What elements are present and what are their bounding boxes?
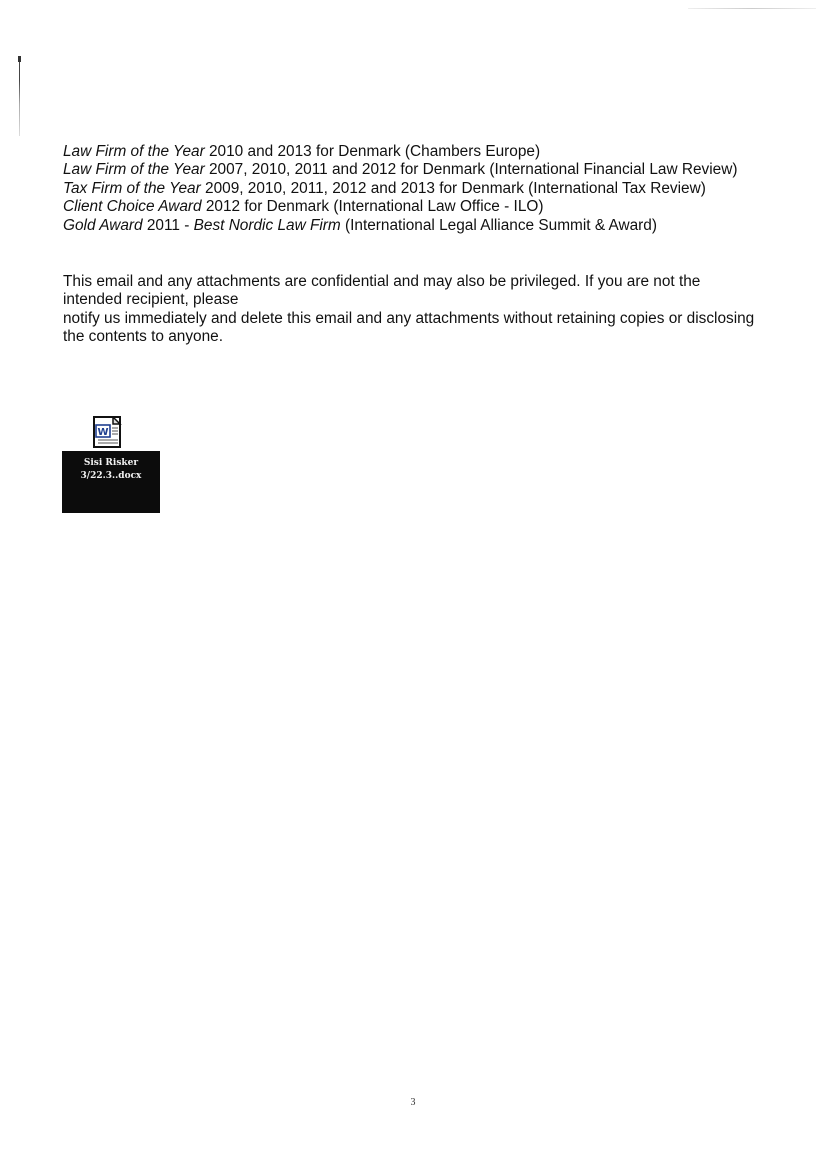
confidentiality-line-1: This email and any attachments are confidential and may also be privileged. If you are not the intended recipient, please xyxy=(63,273,701,309)
attachment-filename xyxy=(62,451,160,513)
award-line: Client Choice Award 2012 for Denmark (International Law Office - ILO) xyxy=(63,198,544,216)
award-line: Tax Firm of the Year 2009, 2010, 2011, 2012 and 2013 for Denmark (International Tax Review) xyxy=(63,179,706,197)
word-document-icon xyxy=(93,416,123,448)
award-line: Law Firm of the Year 2007, 2010, 2011 and 2012 for Denmark (International Financial Law Review) xyxy=(63,161,738,179)
confidentiality-line-2: notify us immediately and delete this email and any attachments without retaining copies or disclosing the contents to anyone. xyxy=(63,309,755,346)
awards-list xyxy=(63,143,763,235)
attachment-name-line-1: Sisi Risker xyxy=(83,458,139,468)
confidentiality-notice xyxy=(63,273,763,347)
award-line: Law Firm of the Year 2010 and 2013 for Denmark (Chambers Europe) xyxy=(63,143,541,160)
scan-artifact-top xyxy=(688,8,816,9)
attachment-name-line-2: 3/22.3..docx xyxy=(80,471,142,481)
page-number: 3 xyxy=(410,1097,416,1108)
scan-artifact-left xyxy=(19,56,20,136)
svg-text:W: W xyxy=(97,427,109,438)
award-line: Gold Award 2011 - Best Nordic Law Firm (International Legal Alliance Summit & Award) xyxy=(63,216,657,234)
